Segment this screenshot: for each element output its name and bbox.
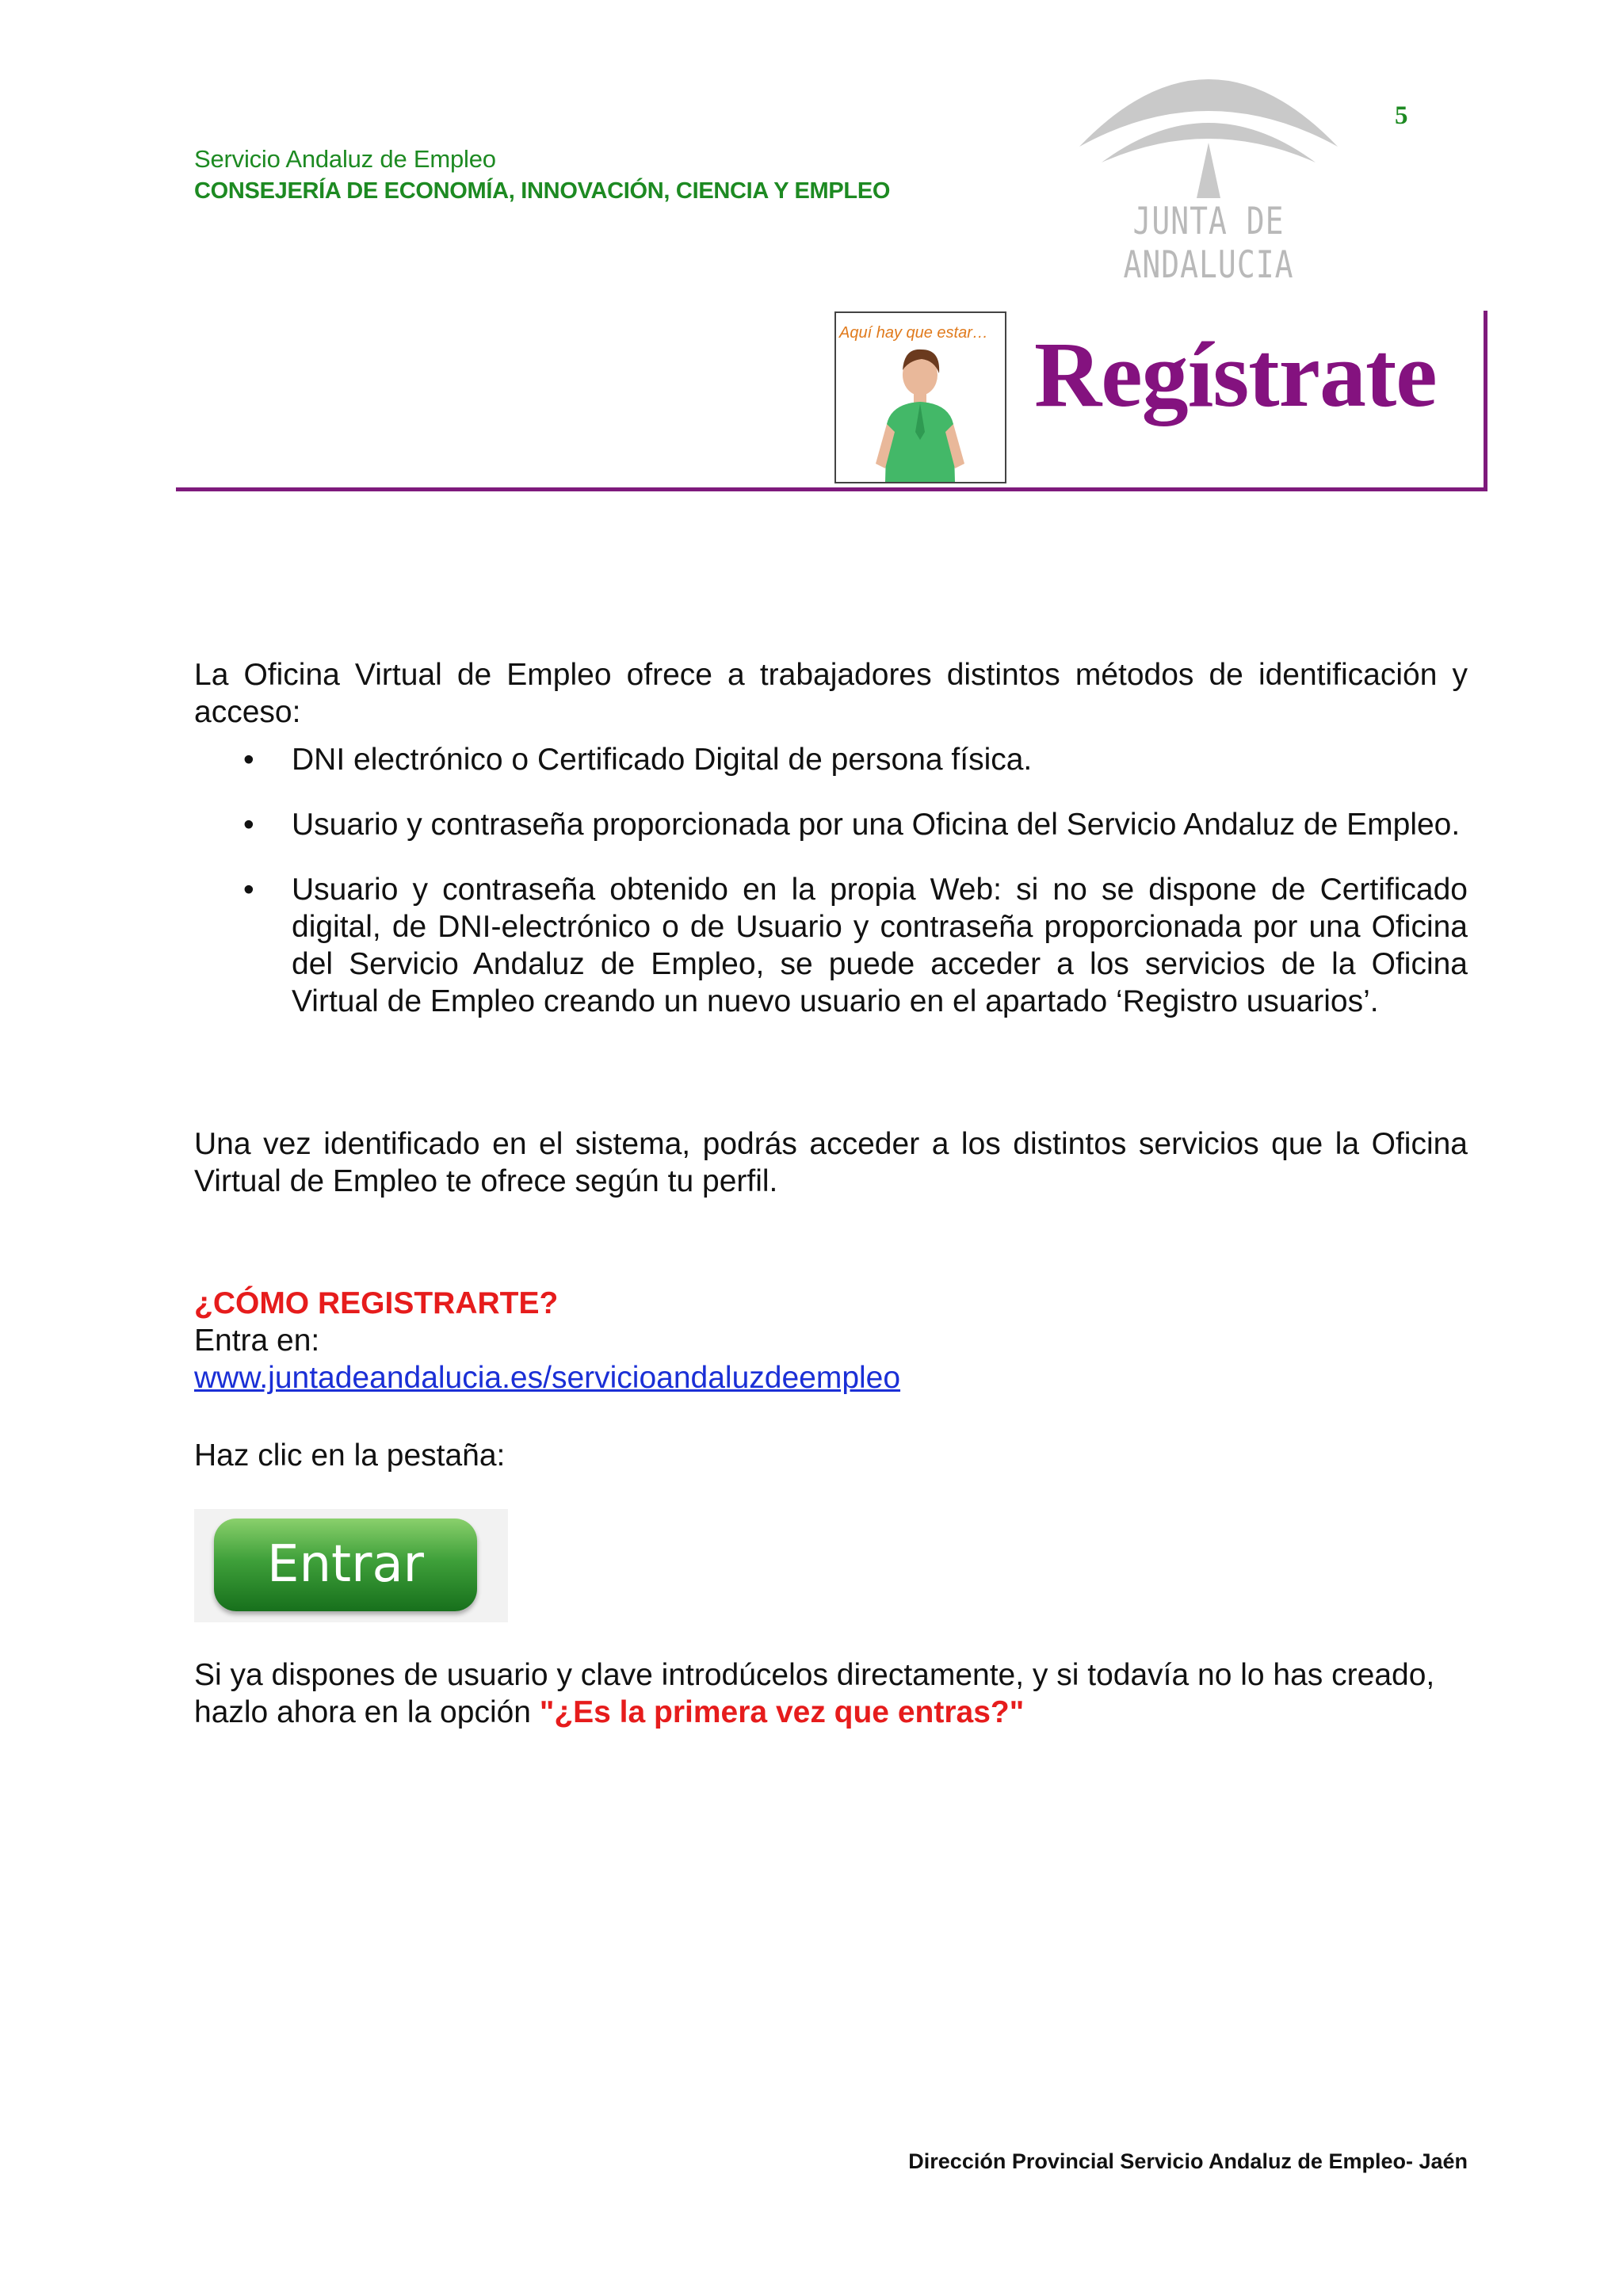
entrar-button[interactable]: Entrar (214, 1519, 477, 1611)
page-footer: Dirección Provincial Servicio Andaluz de Empleo- Jaén (908, 2149, 1468, 2173)
logo-text: JUNTA DE ANDALUCIA (1123, 199, 1294, 286)
bullet-icon: • (243, 808, 254, 842)
photo-caption: Aquí hay que estar… (839, 324, 988, 342)
first-time-option: "¿Es la primera vez que entras?" (539, 1695, 1025, 1729)
bullet-icon: • (243, 873, 254, 907)
intro-paragraph: La Oficina Virtual de Empleo ofrece a trabajadores distintos métodos de identificación y acceso: (194, 658, 1468, 729)
after-list-paragraph: Una vez identificado en el sistema, podrás acceder a los distintos servicios que la Oficina Virtual de Empleo te ofrece según tu perfil. (194, 1127, 1468, 1198)
list-item: • DNI electrónico o Certificado Digital de persona física. (243, 743, 1033, 777)
banner-photo (834, 311, 1006, 483)
website-link[interactable]: www.juntadeandalucia.es/servicioandaluzdeempleo (194, 1361, 901, 1395)
list-item: • Usuario y contraseña proporcionada por una Oficina del Servicio Andaluz de Empleo. (243, 808, 1461, 842)
woman-figure-image (836, 313, 1005, 482)
list-item: • Usuario y contraseña obtenido en la propia Web: si no se dispone de Certificado digital, de DNI-electrónico o de Usuario y contraseña proporcionada por una Oficina del Servicio Andaluz de Empleo, se puede acceder a los servicios de la Oficina Virtual de Empleo creando un nuevo usuario en el apartado ‘Registro usuarios’. (243, 873, 1468, 1018)
click-instruction: Haz clic en la pestaña: (194, 1438, 506, 1473)
page-number: 5 (1395, 101, 1408, 130)
entra-label: Entra en: (194, 1324, 320, 1358)
title-rule-vertical (1484, 311, 1487, 491)
header-org: Servicio Andaluz de Empleo (194, 145, 496, 173)
howto-heading: ¿CÓMO REGISTRARTE? (194, 1286, 559, 1320)
page-title: Regístrate (1034, 323, 1437, 426)
closing-paragraph: Si ya dispones de usuario y clave introdúcelos directamente, y si todavía no lo has creado, hazlo ahora en la opción "¿Es la primera vez que entras?" (194, 1658, 1435, 1729)
bullet-icon: • (243, 743, 254, 777)
title-rule-horizontal (176, 487, 1487, 491)
header-department: CONSEJERÍA DE ECONOMÍA, INNOVACIÓN, CIENCIA Y EMPLEO (194, 178, 891, 204)
access-methods-list (194, 741, 1468, 1048)
entrar-button-image (194, 1509, 508, 1622)
